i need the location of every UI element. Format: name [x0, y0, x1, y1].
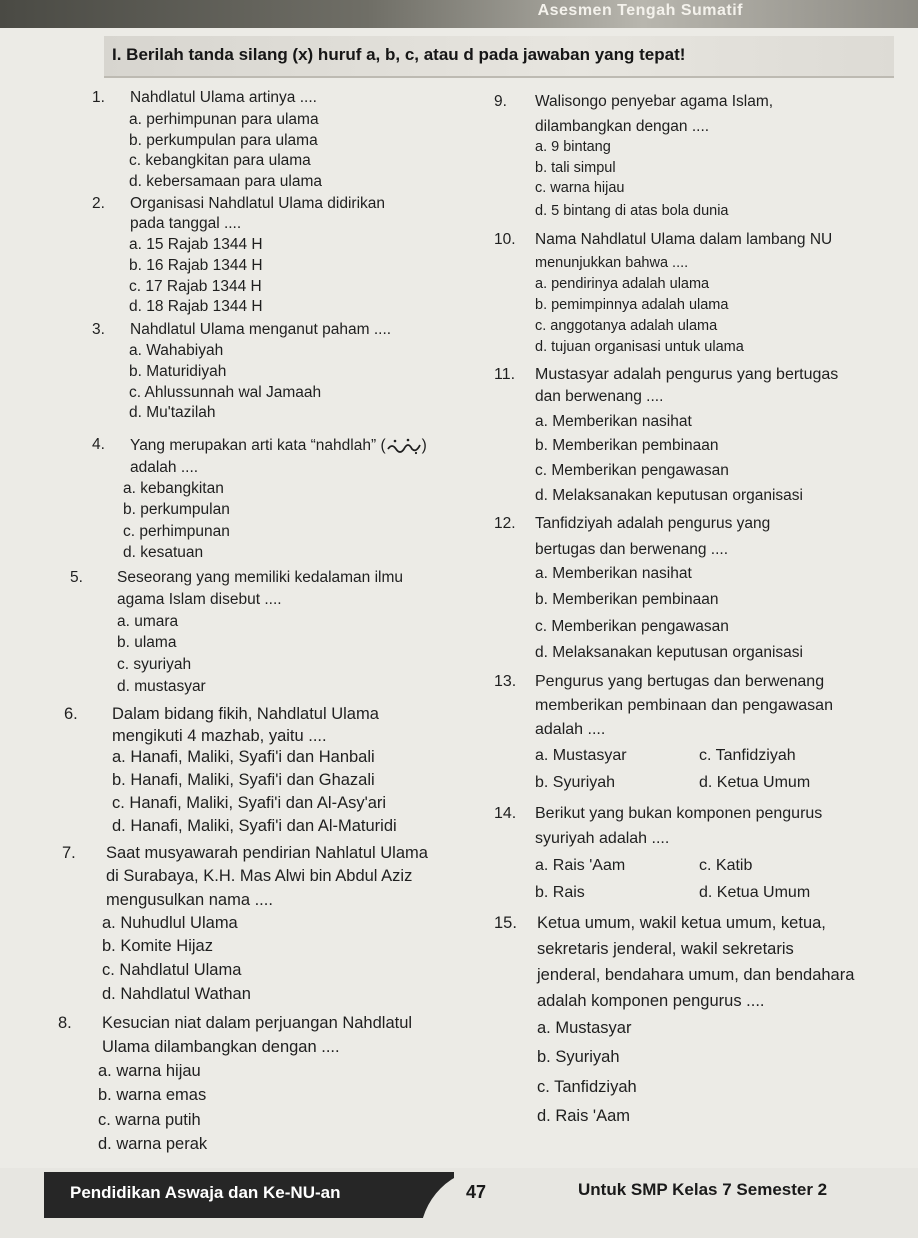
q2-option-d[interactable]: d. 18 Rajab 1344 H	[129, 298, 263, 315]
q10-option-d[interactable]: d. tujuan organisasi untuk ulama	[535, 339, 744, 355]
q5-option-a[interactable]: a. umara	[117, 613, 179, 630]
q4-option-c[interactable]: c. perhimpunan	[123, 523, 230, 540]
q8-text-2: Ulama dilambangkan dengan ....	[102, 1038, 340, 1056]
q12-number: 12.	[494, 515, 516, 532]
q9-text-1: Walisongo penyebar agama Islam,	[535, 93, 774, 110]
q3-option-c[interactable]: c. Ahlussunnah wal Jamaah	[129, 384, 322, 401]
q4-option-d[interactable]: d. kesatuan	[123, 544, 204, 561]
q6-option-c[interactable]: c. Hanafi, Maliki, Syafi'i dan Al-Asy'ari	[112, 794, 387, 812]
q10-text-1: Nama Nahdlatul Ulama dalam lambang NU	[535, 231, 833, 248]
q14-option-c[interactable]: c. Katib	[699, 857, 753, 874]
q2-text-2: pada tanggal ....	[130, 215, 242, 232]
q11-option-b[interactable]: b. Memberikan pembinaan	[535, 437, 719, 454]
q15-text-3: jenderal, bendahara umum, dan bendahara	[537, 966, 855, 984]
q14-option-b[interactable]: b. Rais	[535, 884, 585, 901]
q8-number: 8.	[58, 1014, 72, 1032]
section-instruction-bar	[104, 36, 894, 78]
q13-text-1: Pengurus yang bertugas dan berwenang	[535, 673, 825, 690]
q1-option-b[interactable]: b. perkumpulan para ulama	[129, 132, 318, 149]
q10-option-b[interactable]: b. pemimpinnya adalah ulama	[535, 297, 729, 313]
q1-text: Nahdlatul Ulama artinya ....	[130, 89, 317, 106]
q4-text-1	[130, 437, 427, 455]
q9-option-c[interactable]: c. warna hijau	[535, 180, 625, 196]
q12-option-b[interactable]: b. Memberikan pembinaan	[535, 591, 719, 608]
q4-number: 4.	[92, 436, 105, 453]
q11-option-a[interactable]: a. Memberikan nasihat	[535, 413, 692, 430]
q9-number: 9.	[494, 93, 507, 110]
q11-text-2: dan berwenang ....	[535, 388, 664, 405]
q12-text-1: Tanfidziyah adalah pengurus yang	[535, 515, 771, 532]
q7-option-a[interactable]: a. Nuhudlul Ulama	[102, 914, 238, 932]
q4-text-2: adalah ....	[130, 459, 199, 476]
q13-option-c[interactable]: c. Tanfidziyah	[699, 747, 796, 764]
q12-option-c[interactable]: c. Memberikan pengawasan	[535, 618, 729, 635]
q8-option-a[interactable]: a. warna hijau	[98, 1062, 201, 1080]
q15-text-1: Ketua umum, wakil ketua umum, ketua,	[537, 914, 826, 932]
q9-text-2: dilambangkan dengan ....	[535, 118, 710, 135]
q7-text-3: mengusulkan nama ....	[106, 891, 273, 909]
q5-option-d[interactable]: d. mustasyar	[117, 678, 206, 695]
q15-option-a[interactable]: a. Mustasyar	[537, 1019, 632, 1037]
q7-text-2: di Surabaya, K.H. Mas Alwi bin Abdul Aziz	[106, 867, 413, 885]
q9-option-b[interactable]: b. tali simpul	[535, 160, 616, 176]
q15-text-4: adalah komponen pengurus ....	[537, 992, 765, 1010]
q14-number: 14.	[494, 805, 517, 822]
q5-option-c[interactable]: c. syuriyah	[117, 656, 192, 673]
q15-text-2: sekretaris jenderal, wakil sekretaris	[537, 940, 794, 958]
q3-option-b[interactable]: b. Maturidiyah	[129, 363, 227, 380]
q7-option-c[interactable]: c. Nahdlatul Ulama	[102, 961, 242, 979]
q14-text-2: syuriyah adalah ....	[535, 830, 670, 847]
q10-text-2: menunjukkan bahwa ....	[535, 255, 689, 271]
q3-option-a[interactable]: a. Wahabiyah	[129, 342, 224, 359]
q4-text-1a: Yang merupakan arti kata “nahdlah” (	[130, 437, 386, 455]
q8-option-b[interactable]: b. warna emas	[98, 1086, 207, 1104]
q5-option-b[interactable]: b. ulama	[117, 634, 177, 651]
q3-text: Nahdlatul Ulama menganut paham ....	[130, 321, 392, 338]
q11-option-d[interactable]: d. Melaksanakan keputusan organisasi	[535, 487, 803, 504]
q6-number: 6.	[64, 705, 78, 723]
q11-number: 11.	[494, 366, 516, 383]
q13-option-d[interactable]: d. Ketua Umum	[699, 774, 811, 791]
q15-option-d[interactable]: d. Rais 'Aam	[537, 1107, 631, 1125]
q13-option-a[interactable]: a. Mustasyar	[535, 747, 627, 764]
q2-option-c[interactable]: c. 17 Rajab 1344 H	[129, 278, 262, 295]
q8-text-1: Kesucian niat dalam perjuangan Nahdlatul	[102, 1014, 413, 1032]
q3-option-d[interactable]: d. Mu'tazilah	[129, 404, 216, 421]
q5-text-1: Seseorang yang memiliki kedalaman ilmu	[117, 569, 404, 586]
q6-option-b[interactable]: b. Hanafi, Maliki, Syafi'i dan Ghazali	[112, 771, 375, 789]
q8-option-c[interactable]: c. warna putih	[98, 1111, 201, 1129]
q7-option-b[interactable]: b. Komite Hijaz	[102, 937, 213, 955]
q1-number: 1.	[92, 89, 105, 106]
q4-option-b[interactable]: b. perkumpulan	[123, 501, 230, 518]
section-instruction: I. Berilah tanda silang (x) huruf a, b, c, atau d pada jawaban yang tepat!	[112, 45, 686, 64]
q13-number: 13.	[494, 673, 517, 690]
top-banner	[0, 0, 918, 28]
q2-option-b[interactable]: b. 16 Rajab 1344 H	[129, 257, 263, 274]
q13-option-b[interactable]: b. Syuriyah	[535, 774, 616, 791]
q11-text-1: Mustasyar adalah pengurus yang bertugas	[535, 366, 839, 383]
q7-option-d[interactable]: d. Nahdlatul Wathan	[102, 985, 251, 1003]
q15-option-c[interactable]: c. Tanfidziyah	[537, 1078, 637, 1096]
q6-option-d[interactable]: d. Hanafi, Maliki, Syafi'i dan Al-Maturidi	[112, 817, 397, 835]
q2-text-1: Organisasi Nahdlatul Ulama didirikan	[130, 195, 386, 212]
q8-option-d[interactable]: d. warna perak	[98, 1135, 208, 1153]
q6-option-a[interactable]: a. Hanafi, Maliki, Syafi'i dan Hanbali	[112, 748, 375, 766]
q15-option-b[interactable]: b. Syuriyah	[537, 1048, 620, 1066]
q12-option-a[interactable]: a. Memberikan nasihat	[535, 565, 692, 582]
footer-book-title: Pendidikan Aswaja dan Ke-NU-an	[70, 1183, 341, 1202]
arabic-nahdlah-glyph	[386, 437, 422, 455]
q14-text-1: Berikut yang bukan komponen pengurus	[535, 805, 823, 822]
q10-option-a[interactable]: a. pendirinya adalah ulama	[535, 276, 710, 292]
q4-option-a[interactable]: a. kebangkitan	[123, 480, 224, 497]
q12-text-2: bertugas dan berwenang ....	[535, 541, 729, 558]
footer-grade: Untuk SMP Kelas 7 Semester 2	[578, 1180, 828, 1199]
q1-option-a[interactable]: a. perhimpunan para ulama	[129, 111, 319, 128]
q15-number: 15.	[494, 914, 517, 932]
q13-text-2: memberikan pembinaan dan pengawasan	[535, 697, 833, 714]
page-number: 47	[466, 1182, 487, 1202]
q1-option-c[interactable]: c. kebangkitan para ulama	[129, 152, 311, 169]
q9-option-d[interactable]: d. 5 bintang di atas bola dunia	[535, 203, 729, 219]
q3-number: 3.	[92, 321, 105, 338]
q9-option-a[interactable]: a. 9 bintang	[535, 139, 611, 155]
q5-number: 5.	[70, 569, 83, 586]
q5-text-2: agama Islam disebut ....	[117, 591, 282, 608]
q10-option-c[interactable]: c. anggotanya adalah ulama	[535, 318, 718, 334]
q7-number: 7.	[62, 844, 76, 862]
banner-title: Asesmen Tengah Sumatif	[537, 2, 743, 19]
q2-option-a[interactable]: a. 15 Rajab 1344 H	[129, 236, 263, 253]
q11-option-c[interactable]: c. Memberikan pengawasan	[535, 462, 729, 479]
q1-option-d[interactable]: d. kebersamaan para ulama	[129, 173, 323, 190]
q12-option-d[interactable]: d. Melaksanakan keputusan organisasi	[535, 644, 803, 661]
q6-text-1: Dalam bidang fikih, Nahdlatul Ulama	[112, 705, 379, 723]
q13-text-3: adalah ....	[535, 721, 606, 738]
q10-number: 10.	[494, 231, 516, 248]
q14-option-a[interactable]: a. Rais 'Aam	[535, 857, 626, 874]
q6-text-2: mengikuti 4 mazhab, yaitu ....	[112, 727, 327, 745]
q14-option-d[interactable]: d. Ketua Umum	[699, 884, 811, 901]
q2-number: 2.	[92, 195, 105, 212]
q4-text-1b: )	[421, 437, 427, 455]
q7-text-1: Saat musyawarah pendirian Nahlatul Ulama	[106, 844, 428, 862]
